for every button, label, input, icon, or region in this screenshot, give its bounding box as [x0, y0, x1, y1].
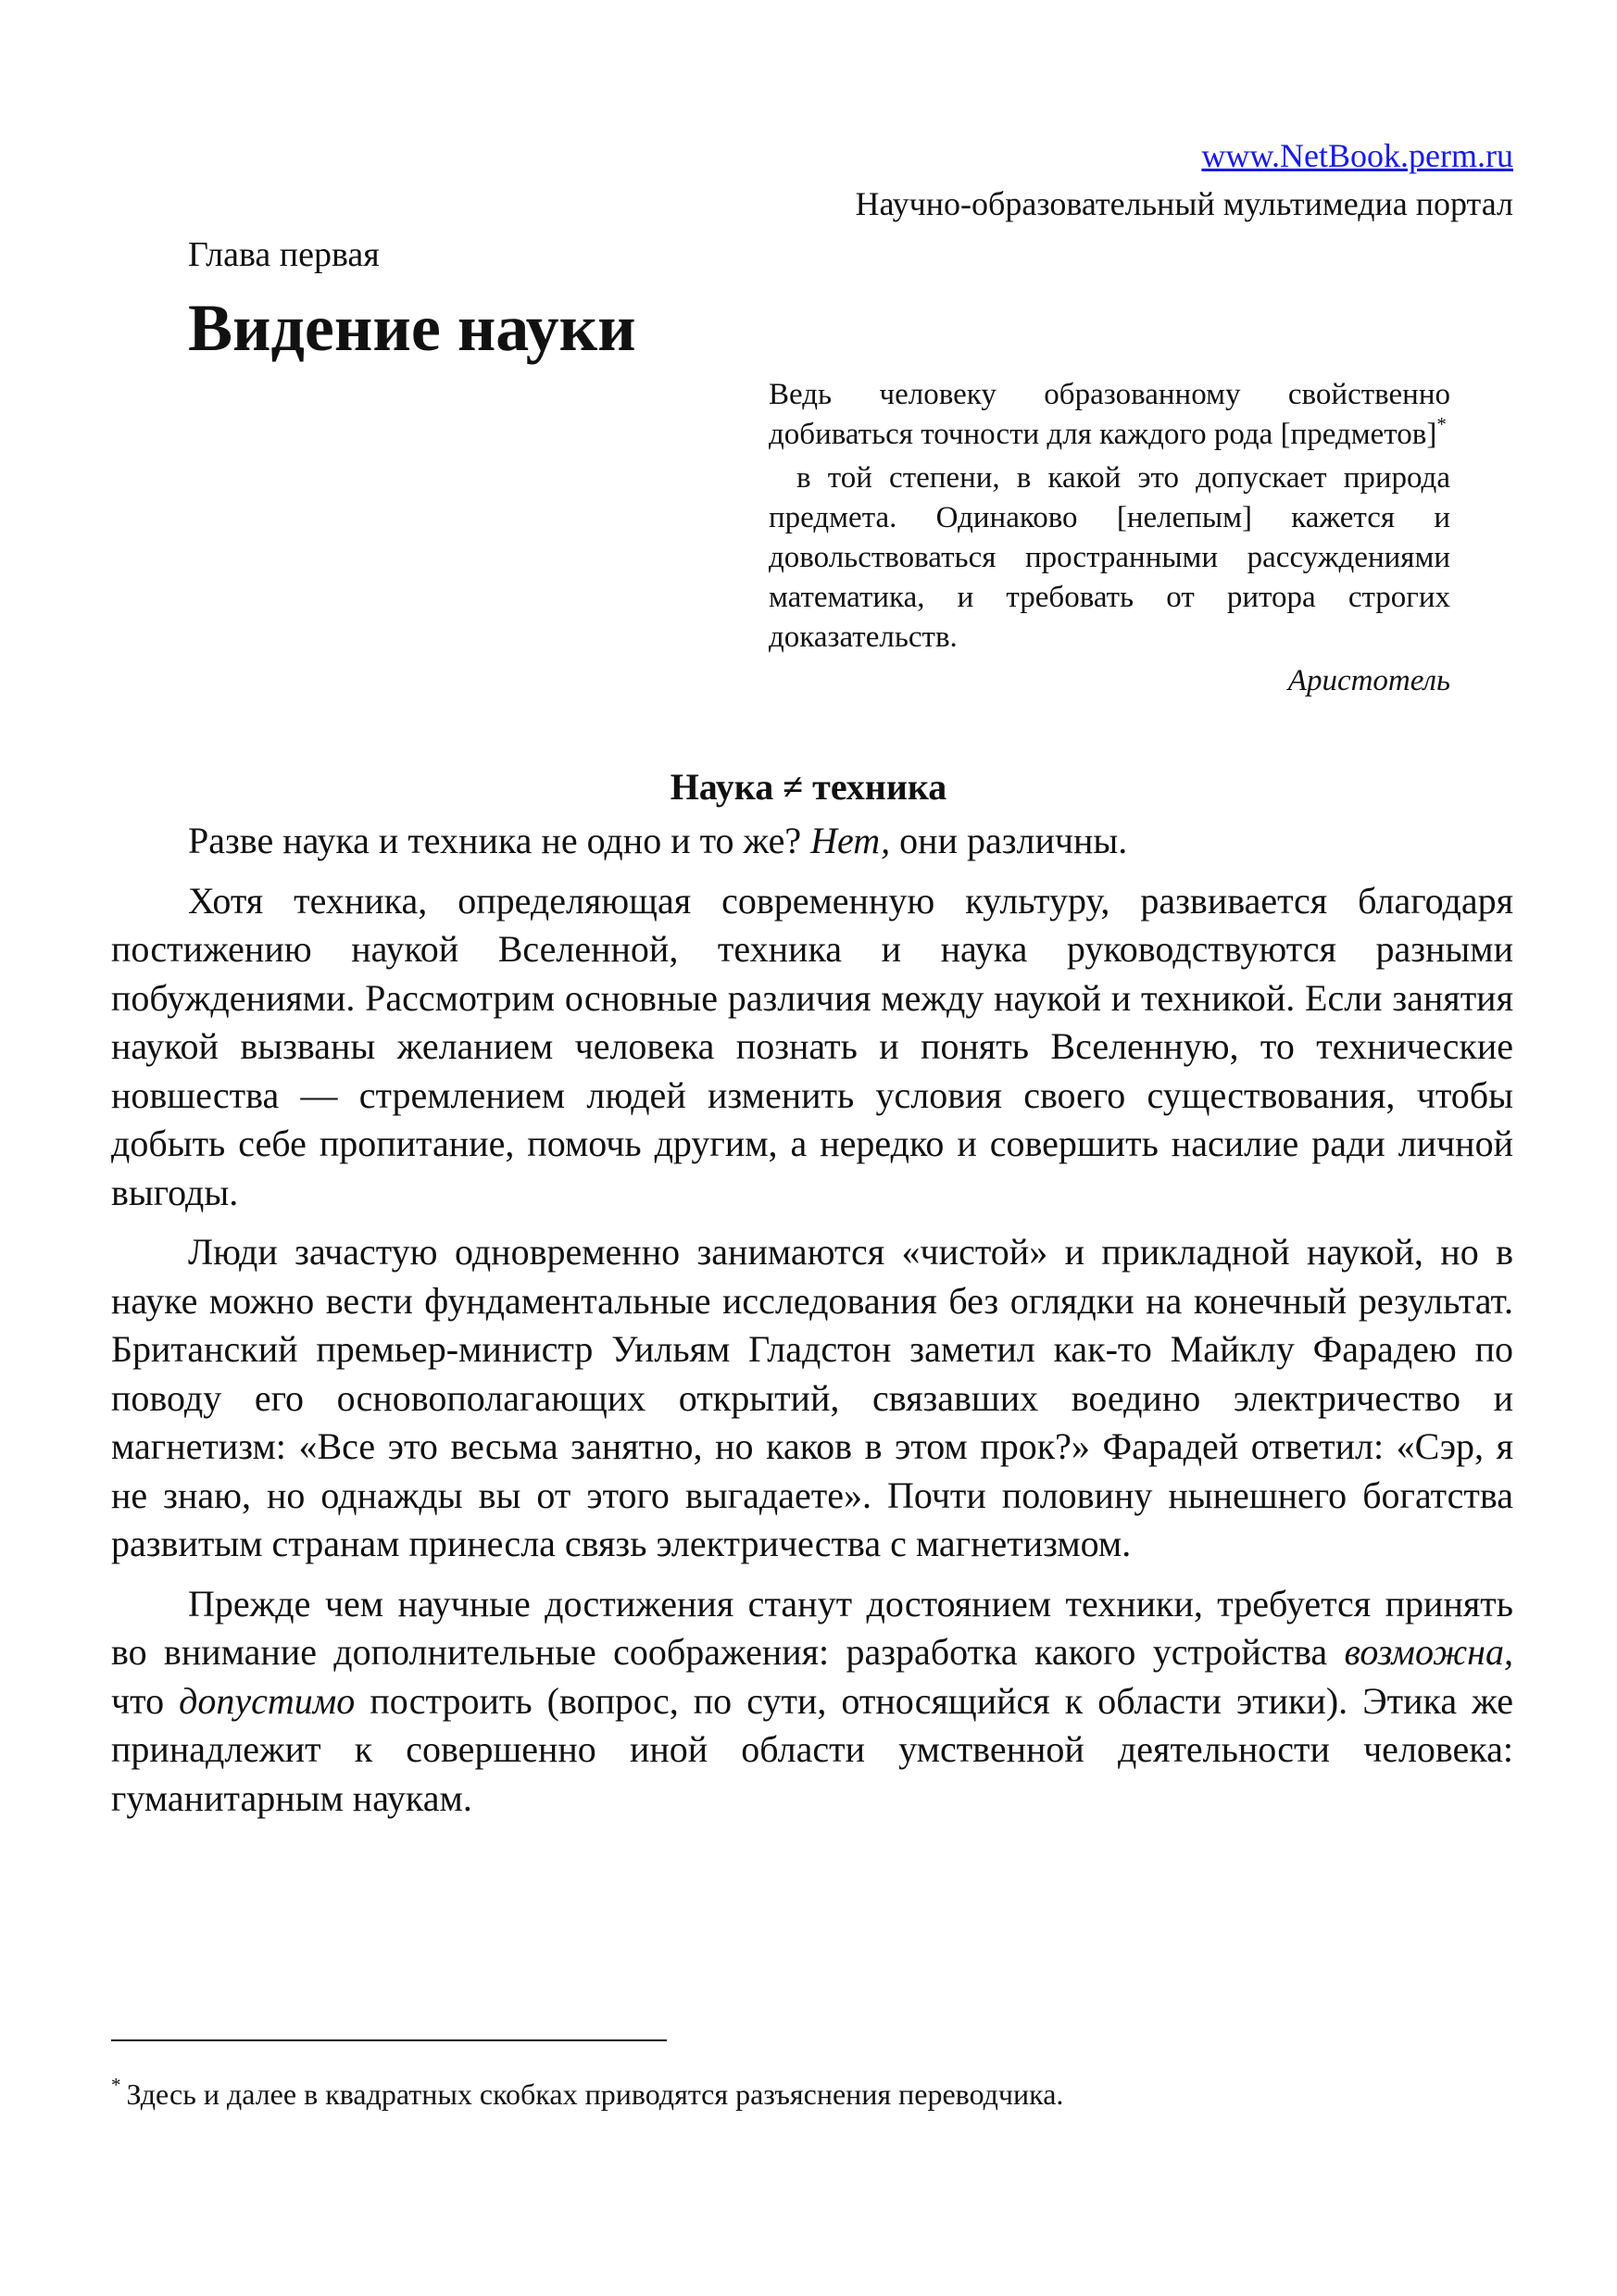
chapter-title: Видение науки [188, 291, 636, 365]
epigraph-line-1 [769, 375, 1450, 455]
footnote [111, 2075, 1500, 2114]
footnote-divider [111, 2039, 667, 2041]
paragraph-4-emphasis-1: возможна, [1344, 1631, 1513, 1673]
footnote-text: Здесь и далее в квадратных скобках приводятся разъяснения переводчика. [126, 2077, 1064, 2111]
body-text [111, 817, 1513, 1834]
footnote-marker: * [111, 2074, 121, 2096]
paragraph-4-emphasis-2: допустимо [179, 1679, 356, 1722]
chapter-label: Глава первая [188, 235, 380, 274]
epigraph [769, 375, 1450, 701]
epigraph-author: Аристотель [1287, 664, 1450, 697]
header-site-link[interactable]: www.NetBook.perm.ru [1201, 137, 1513, 174]
paragraph-4-part-a: Прежде чем научные достижения станут достоянием техники, требуется принять во внимание дополнительные соображения: разработка какого устройства [111, 1582, 1513, 1673]
paragraph-3: Люди зачастую одновременно занимаются «чистой» и прикладной наукой, но в науке можно вести фундаментальные исследования без оглядки на конечный результат. Британский премьер-министр Уильям Гладстон заметил как-то Майклу Фарадею по поводу его основополагающих открытий, связавших воедино электричество и магнетизм: «Все это весьма занятно, но каков в этом прок?» Фарадей ответил: «Сэр, я не знаю, но однажды вы от этого выгадаете». Почти половину нынешнего богатства развитым странам принесла связь электричества с магнетизмом. [111, 1231, 1513, 1564]
paragraph-4 [111, 1580, 1513, 1824]
header-portal-caption: Научно-образовательный мультимедиа портал [855, 185, 1513, 222]
paragraph-4-part-c: построить (вопрос, по сути, относящийся к области этики). Этика же принадлежит к совершенно иной области умственной деятельности человека: гуманитарным наукам. [111, 1679, 1513, 1819]
epigraph-text-1: Ведь человеку образованному свойственно добиваться точности для каждого рода [предметов] [769, 378, 1450, 451]
epigraph-line-2: в той степени, в какой это допускает природа предмета. Одинаково [нелепым] кажется и довольствоваться пространными рассуждениями математика, и требовать от ритора строгих доказательств. [769, 461, 1450, 654]
paragraph-1-part-a: Разве наука и техника не одно и то же? [188, 820, 811, 861]
paragraph-4-part-b: что [111, 1679, 180, 1722]
paragraph-1-part-b: они различны. [890, 820, 1128, 861]
paragraph-1-emphasis: Нет, [810, 820, 891, 861]
epigraph-footnote-marker: * [1436, 413, 1447, 435]
paragraph-2: Хотя техника, определяющая современную культуру, развивается благодаря постижению наукой Вселенной, техника и наука руководствуются разными побуждениями. Рассмотрим основные различия между наукой и техникой. Если занятия наукой вызваны желанием человека познать и понять Вселенную, то технические новшества — стремлением людей изменить условия своего существования, чтобы добыть себе пропитание, помочь другим, а нередко и совершить насилие ради личной выгоды. [111, 879, 1513, 1213]
section-title: Наука ≠ техника [670, 766, 947, 808]
paragraph-1 [111, 817, 1513, 866]
